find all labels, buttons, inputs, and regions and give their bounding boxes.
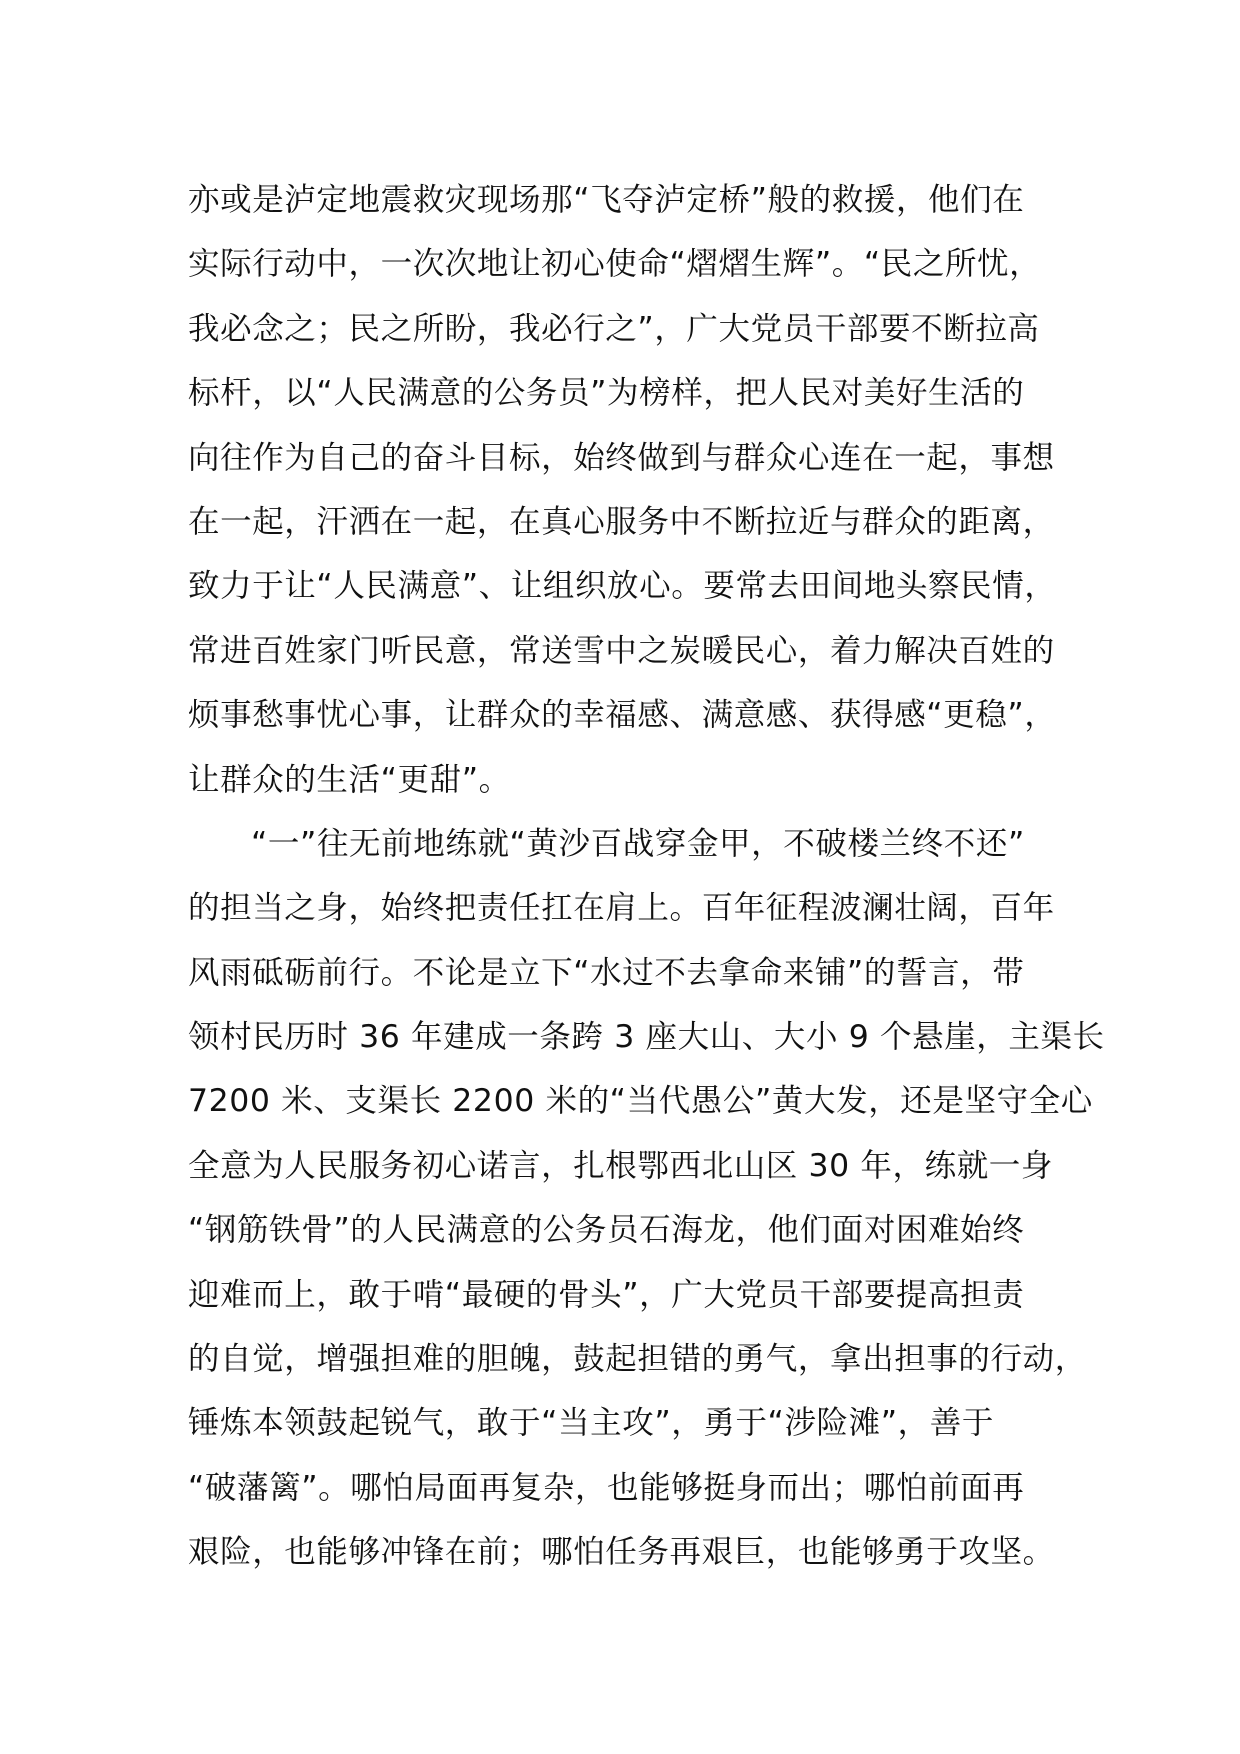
paragraph-2-line-6: 全意为人民服务初心诺言，扎根鄂西北山区 30 年，练就一身 [188, 1147, 1054, 1184]
paragraph-2-line-9: 的自觉，增强担难的胆魄，鼓起担错的勇气，拿出担事的行动， [188, 1341, 1087, 1378]
paragraph-2-line-5: 7200 米、支渠长 2200 米的“当代愚公”黄大发，还是坚守全心 [188, 1083, 1093, 1120]
paragraph-1-line-5: 向往作为自己的奋斗目标，始终做到与群众心连在一起，事想 [188, 439, 1055, 476]
paragraph-1-line-4: 标杆，以“人民满意的公务员”为榜样，把人民对美好生活的 [188, 375, 1025, 412]
paragraph-2-line-12: 艰险，也能够冲锋在前；哪怕任务再艰巨，也能够勇于攻坚。 [188, 1534, 1055, 1571]
paragraph-2-line-11: “破藩篱”。哪怕局面再复杂，也能够挺身而出；哪怕前面再 [188, 1469, 1025, 1506]
paragraph-2-line-7: “钢筋铁骨”的人民满意的公务员石海龙，他们面对困难始终 [188, 1212, 1025, 1249]
paragraph-1-line-7: 致力于让“人民满意”、让组织放心。要常去田间地头察民情， [188, 568, 1057, 605]
paragraph-2-line-8: 迎难而上，敢于啃“最硬的骨头”，广大党员干部要提高担责 [188, 1276, 1025, 1313]
paragraph-2-line-1: “一”往无前地练就“黄沙百战穿金甲，不破楼兰终不还” [251, 825, 1025, 862]
paragraph-1-line-10: 让群众的生活“更甜”。 [188, 761, 511, 798]
paragraph-1-line-1: 亦或是泸定地震救灾现场那“飞夺泸定桥”般的救援，他们在 [188, 182, 1025, 218]
paragraph-1-line-3: 我必念之；民之所盼，我必行之”，广大党员干部要不断拉高 [188, 310, 1040, 347]
paragraph-2-line-3: 风雨砥砺前行。不论是立下“水过不去拿命来铺”的誓言，带 [188, 954, 1025, 991]
paragraph-2-line-2: 的担当之身，始终把责任扛在肩上。百年征程波澜壮阔，百年 [188, 890, 1055, 927]
paragraph-2-line-4: 领村民历时 36 年建成一条跨 3 座大山、大小 9 个悬崖，主渠长 [188, 1019, 1105, 1056]
paragraph-1-line-6: 在一起，汗洒在一起，在真心服务中不断拉近与群众的距离， [188, 503, 1055, 540]
paragraph-1-line-8: 常进百姓家门听民意，常送雪中之炭暖民心，着力解决百姓的 [188, 632, 1055, 669]
paragraph-1-line-9: 烦事愁事忧心事，让群众的幸福感、满意感、获得感“更稳”， [188, 697, 1057, 734]
body-text [188, 168, 1105, 1585]
paragraph-2-line-10: 锤炼本领鼓起锐气，敢于“当主攻”，勇于“涉险滩”，善于 [188, 1405, 994, 1442]
paragraph-1-line-2: 实际行动中，一次次地让初心使命“熠熠生辉”。“民之所忧， [188, 246, 1042, 283]
